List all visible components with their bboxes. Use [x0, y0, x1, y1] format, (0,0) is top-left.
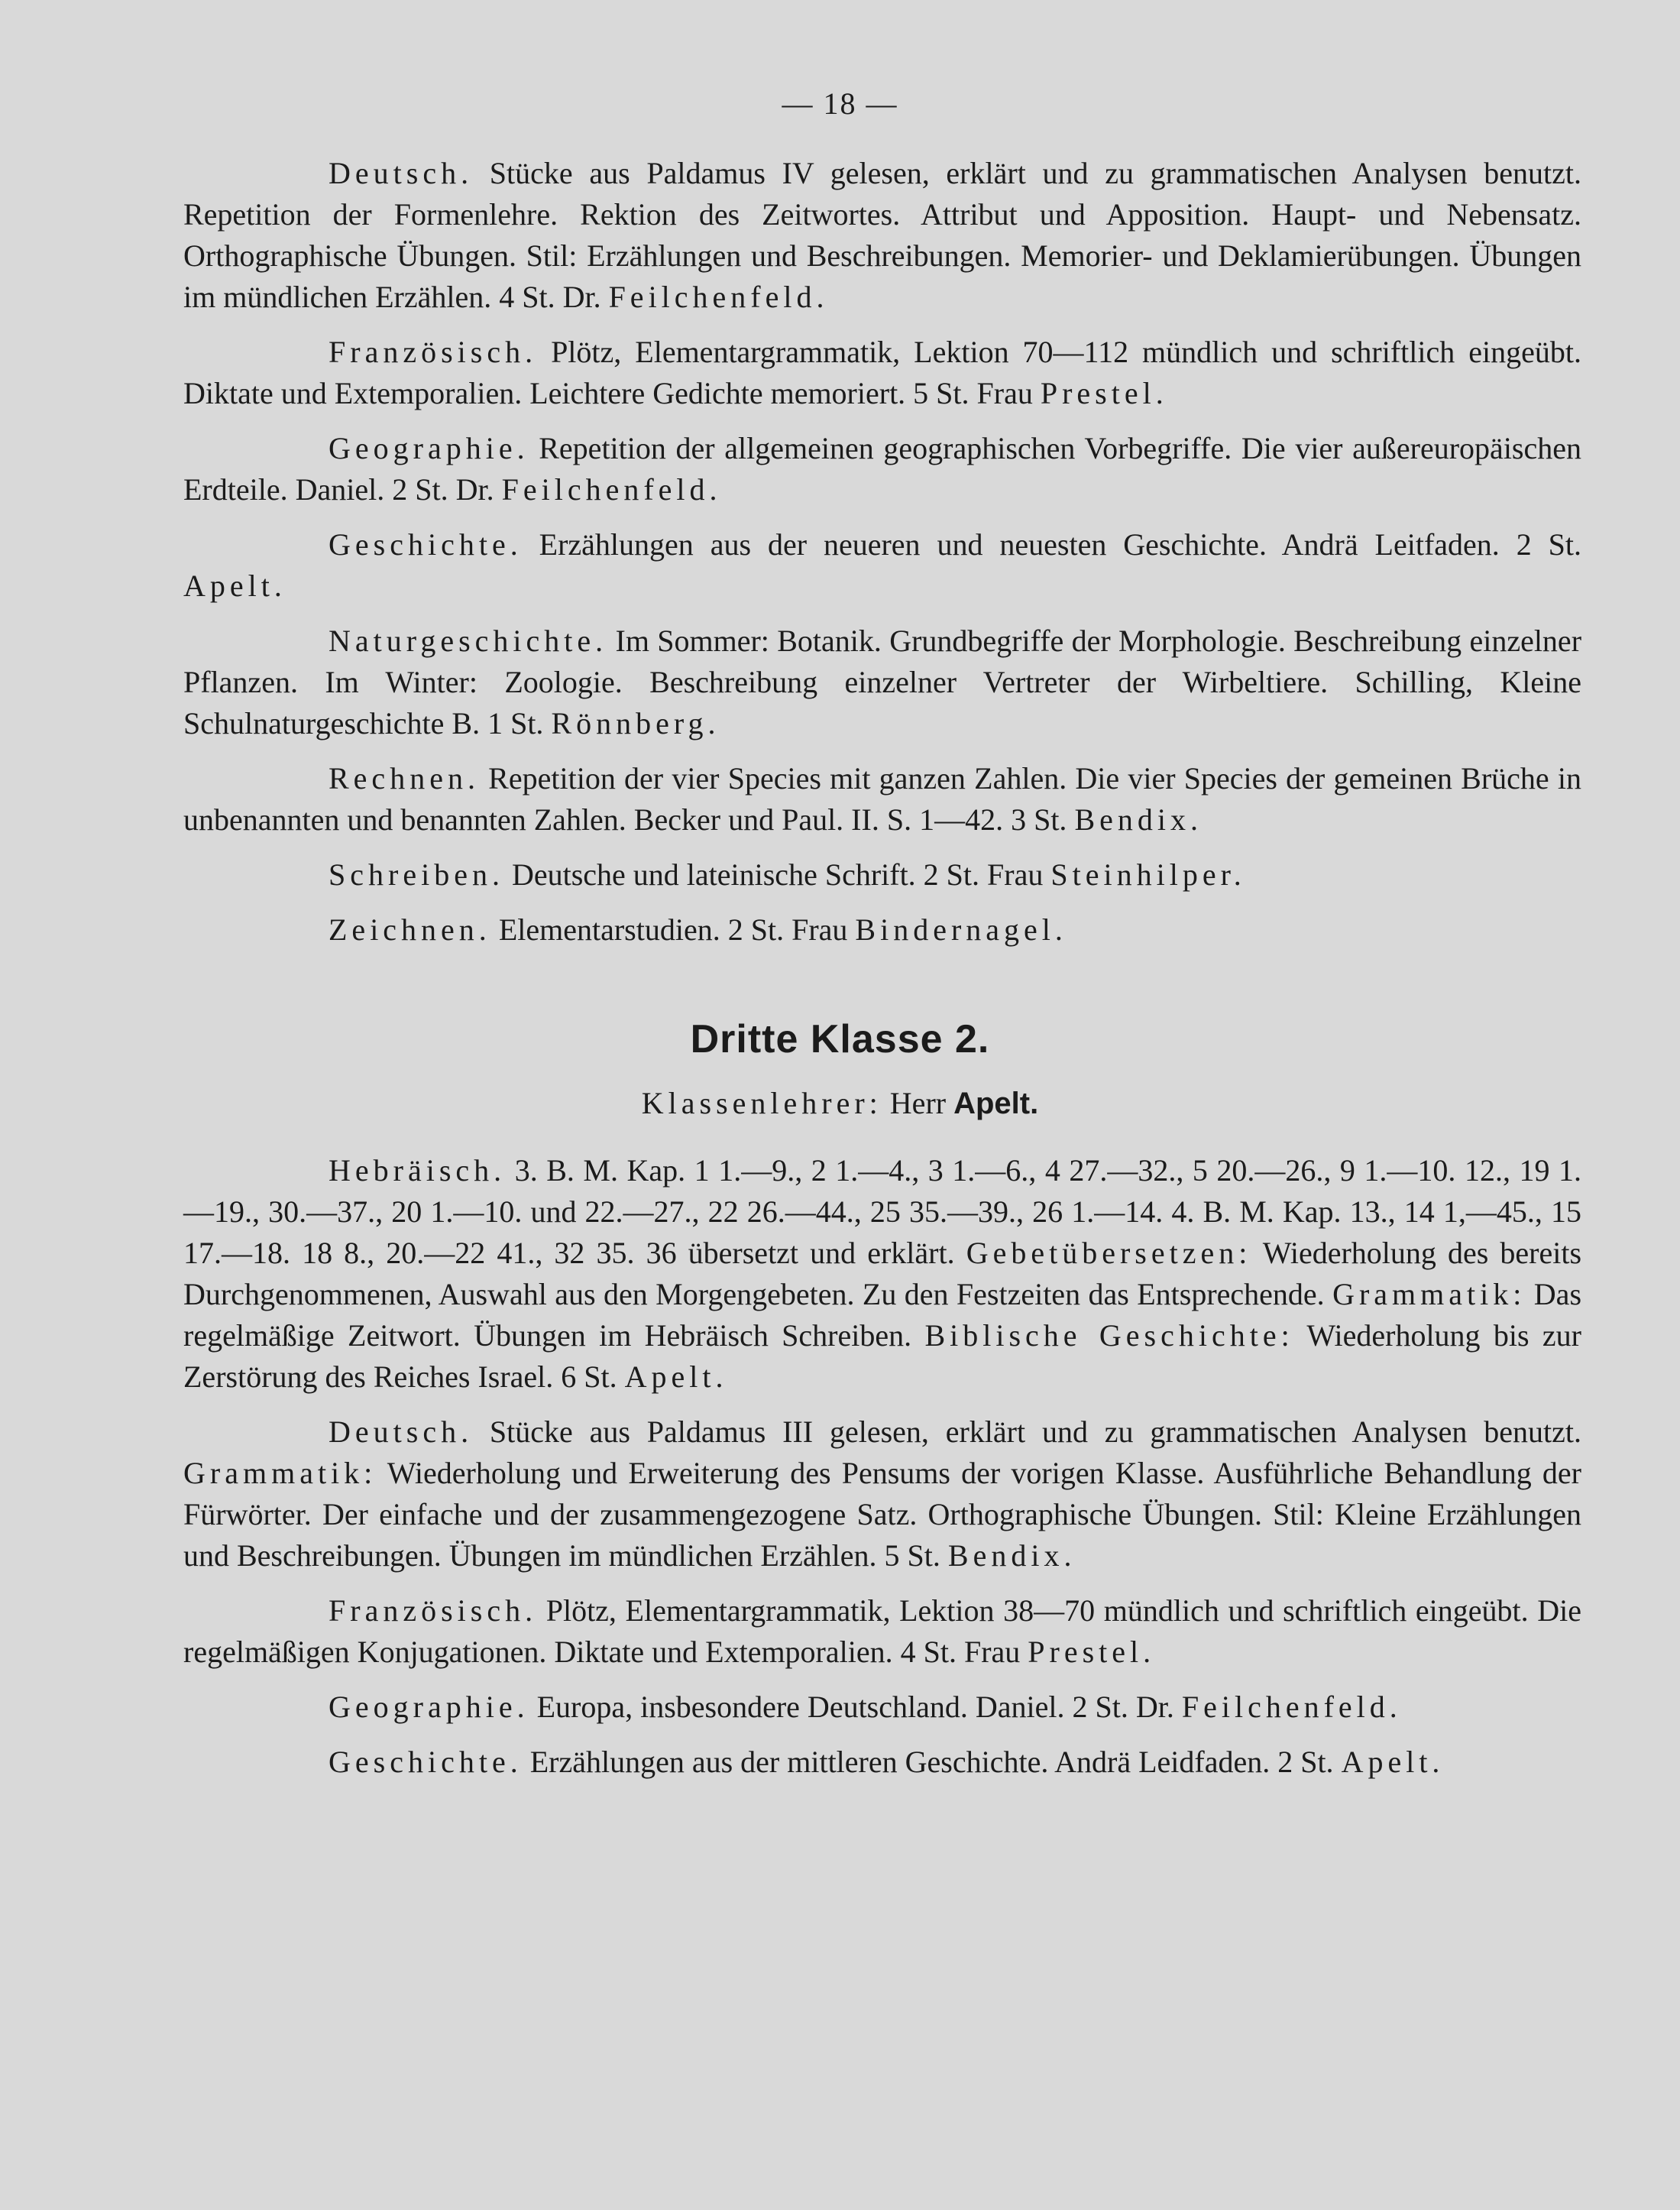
- paragraph-text: Wiederholung des bereits Durchgenommenen, Auswahl aus den Morgengebeten. Zu den Festzeiten das Entsprechende.: [183, 1236, 1582, 1311]
- paragraph-deutsch-2: [183, 1411, 1581, 1576]
- paragraph-franzoesisch: [183, 332, 1581, 414]
- sub-label: Gebetübersetzen:: [966, 1236, 1252, 1270]
- teacher-name: Prestel.: [1028, 1635, 1156, 1669]
- teacher-name: Feilchenfeld.: [608, 280, 829, 314]
- paragraph-text: Erzählungen aus der neueren und neuesten Geschichte. Andrä Leitfaden. 2 St.: [539, 527, 1581, 562]
- subject-label: Geographie.: [329, 431, 529, 465]
- paragraph-geographie: [183, 428, 1581, 510]
- paragraph-geschichte: [183, 524, 1581, 607]
- subject-label: Rechnen.: [329, 761, 480, 796]
- paragraph-schreiben: [183, 854, 1581, 896]
- page-number: — 18 —: [782, 86, 898, 121]
- paragraph-text: Europa, insbesondere Deutschland. Daniel. 2 St. Dr.: [536, 1690, 1174, 1724]
- paragraph-text: 3. B. M. Kap. 1 1.—9., 2 1.—4., 3 1.—6., 4 27.—32., 5 20.—26., 9 1.—10. 12., 19 1.—19., 30.—37., 20 1.—10. und 22.—27., 22 26.—44., 25 35.—39., 26 1.—14. 4. B. M. Kap. 13., 14 1,—45., 15 17.—18. 18 8., 20.—22 41., 32 35. 36 übersetzt und erklärt.: [183, 1153, 1582, 1270]
- paragraph-text: Repetition der allgemeinen geographischen Vorbegriffe. Die vier außereuropäischen Erdteile. Daniel. 2 St. Dr.: [183, 431, 1582, 507]
- subject-label: Hebräisch.: [329, 1153, 507, 1188]
- sub-label: Grammatik:: [183, 1456, 377, 1490]
- paragraph-rechnen: [183, 758, 1581, 841]
- teacher-name: Bindernagel.: [855, 912, 1067, 947]
- teacher-name: Apelt.: [183, 569, 286, 603]
- klassenlehrer-name: Apelt.: [953, 1087, 1039, 1120]
- paragraph-text: Wiederholung und Erweiterung des Pensums der vorigen Klasse. Ausführliche Behandlung der Fürwörter. Der einfache und der zusammengezogene Satz. Orthographische Übungen. Stil: Kleine Erzählungen und Beschreibungen. Übungen im mündlichen Erzählen. 5 St.: [183, 1456, 1581, 1573]
- section-1: [183, 153, 1581, 951]
- subject-label: Französisch.: [329, 1593, 538, 1628]
- paragraph-text: Im Sommer: Botanik. Grundbegriffe der Morphologie. Beschreibung einzelner Pflanzen. Im Winter: Zoologie. Beschreibung einzelner Vertreter der Wirbeltiere. Schilling, Kleine Schulnaturgeschichte B. 1 St.: [183, 624, 1582, 740]
- teacher-name: Apelt.: [1341, 1745, 1445, 1779]
- paragraph-text: Stücke aus Paldamus III gelesen, erklärt und zu grammatischen Analysen benutzt.: [489, 1414, 1581, 1449]
- klassenlehrer-label: Klassenlehrer:: [641, 1086, 882, 1120]
- subject-label: Geographie.: [329, 1690, 529, 1724]
- teacher-name: Feilchenfeld.: [1181, 1690, 1402, 1724]
- paragraph-text: Repetition der vier Species mit ganzen Zahlen. Die vier Species der gemeinen Brüche in unbenannten und benannten Zahlen. Becker und Paul. II. S. 1—42. 3 St.: [183, 761, 1582, 837]
- paragraph-text: Wiederholung bis zur Zerstörung des Reiches Israel. 6 St.: [183, 1318, 1581, 1394]
- subject-label: Deutsch.: [329, 1414, 474, 1449]
- paragraph-text: Stücke aus Paldamus IV gelesen, erklärt und zu grammatischen Analysen benutzt. Repetition der Formenlehre. Rektion des Zeitwortes. Attribut und Apposition. Haupt- und Nebensatz. Orthographische Übungen. Stil: Erzählungen und Beschreibungen. Memorier- und Deklamierübungen. Übungen im mündlichen Erzählen. 4 St. Dr.: [183, 156, 1582, 314]
- subject-label: Schreiben.: [329, 857, 504, 892]
- teacher-name: Rönnberg.: [551, 706, 720, 740]
- subject-label: Naturgeschichte.: [329, 624, 608, 658]
- klassenlehrer-line: [0, 1085, 1680, 1121]
- paragraph-franzoesisch-2: [183, 1590, 1581, 1673]
- paragraph-text: Erzählungen aus der mittleren Geschichte. Andrä Leidfaden. 2 St.: [529, 1745, 1334, 1779]
- subject-label: Geschichte.: [329, 527, 523, 562]
- paragraph-zeichnen: [183, 909, 1581, 951]
- teacher-name: Feilchenfeld.: [501, 472, 722, 507]
- subject-label: Zeichnen.: [329, 912, 491, 947]
- paragraph-text: Plötz, Elementargrammatik, Lektion 70—112 mündlich und schriftlich eingeübt. Diktate und Extemporalien. Leichtere Gedichte memoriert. 5 St. Frau: [183, 335, 1581, 410]
- paragraph-geographie-2: [183, 1687, 1581, 1728]
- teacher-name: Bendix.: [1074, 802, 1203, 837]
- subject-label: Deutsch.: [329, 156, 474, 190]
- teacher-name: Apelt.: [624, 1359, 728, 1394]
- paragraph-deutsch: [183, 153, 1581, 318]
- teacher-name: Steinhilper.: [1050, 857, 1246, 892]
- paragraph-text: Deutsche und lateinische Schrift. 2 St. Frau: [511, 857, 1044, 892]
- paragraph-text: Plötz, Elementargrammatik, Lektion 38—70 mündlich und schriftlich eingeübt. Die regelmäßigen Konjugationen. Diktate und Extemporalien. 4 St. Frau: [183, 1593, 1581, 1669]
- subject-label: Geschichte.: [329, 1745, 523, 1779]
- sub-label: Grammatik:: [1332, 1277, 1526, 1311]
- paragraph-naturgeschichte: [183, 621, 1581, 744]
- klassenlehrer-prefix: Herr: [889, 1086, 947, 1120]
- paragraph-text: Das regelmäßige Zeitwort. Übungen im Hebräisch Schreiben.: [183, 1277, 1582, 1353]
- teacher-name: Bendix.: [947, 1538, 1076, 1573]
- teacher-name: Prestel.: [1040, 376, 1168, 410]
- section-2-title: Dritte Klasse 2.: [690, 1017, 990, 1061]
- sub-label: Biblische Geschichte:: [924, 1318, 1294, 1353]
- subject-label: Französisch.: [329, 335, 538, 369]
- section-2: [183, 1150, 1581, 1783]
- paragraph-text: Elementarstudien. 2 St. Frau: [498, 912, 848, 947]
- paragraph-hebraeisch: [183, 1150, 1581, 1398]
- paragraph-geschichte-2: [183, 1742, 1581, 1783]
